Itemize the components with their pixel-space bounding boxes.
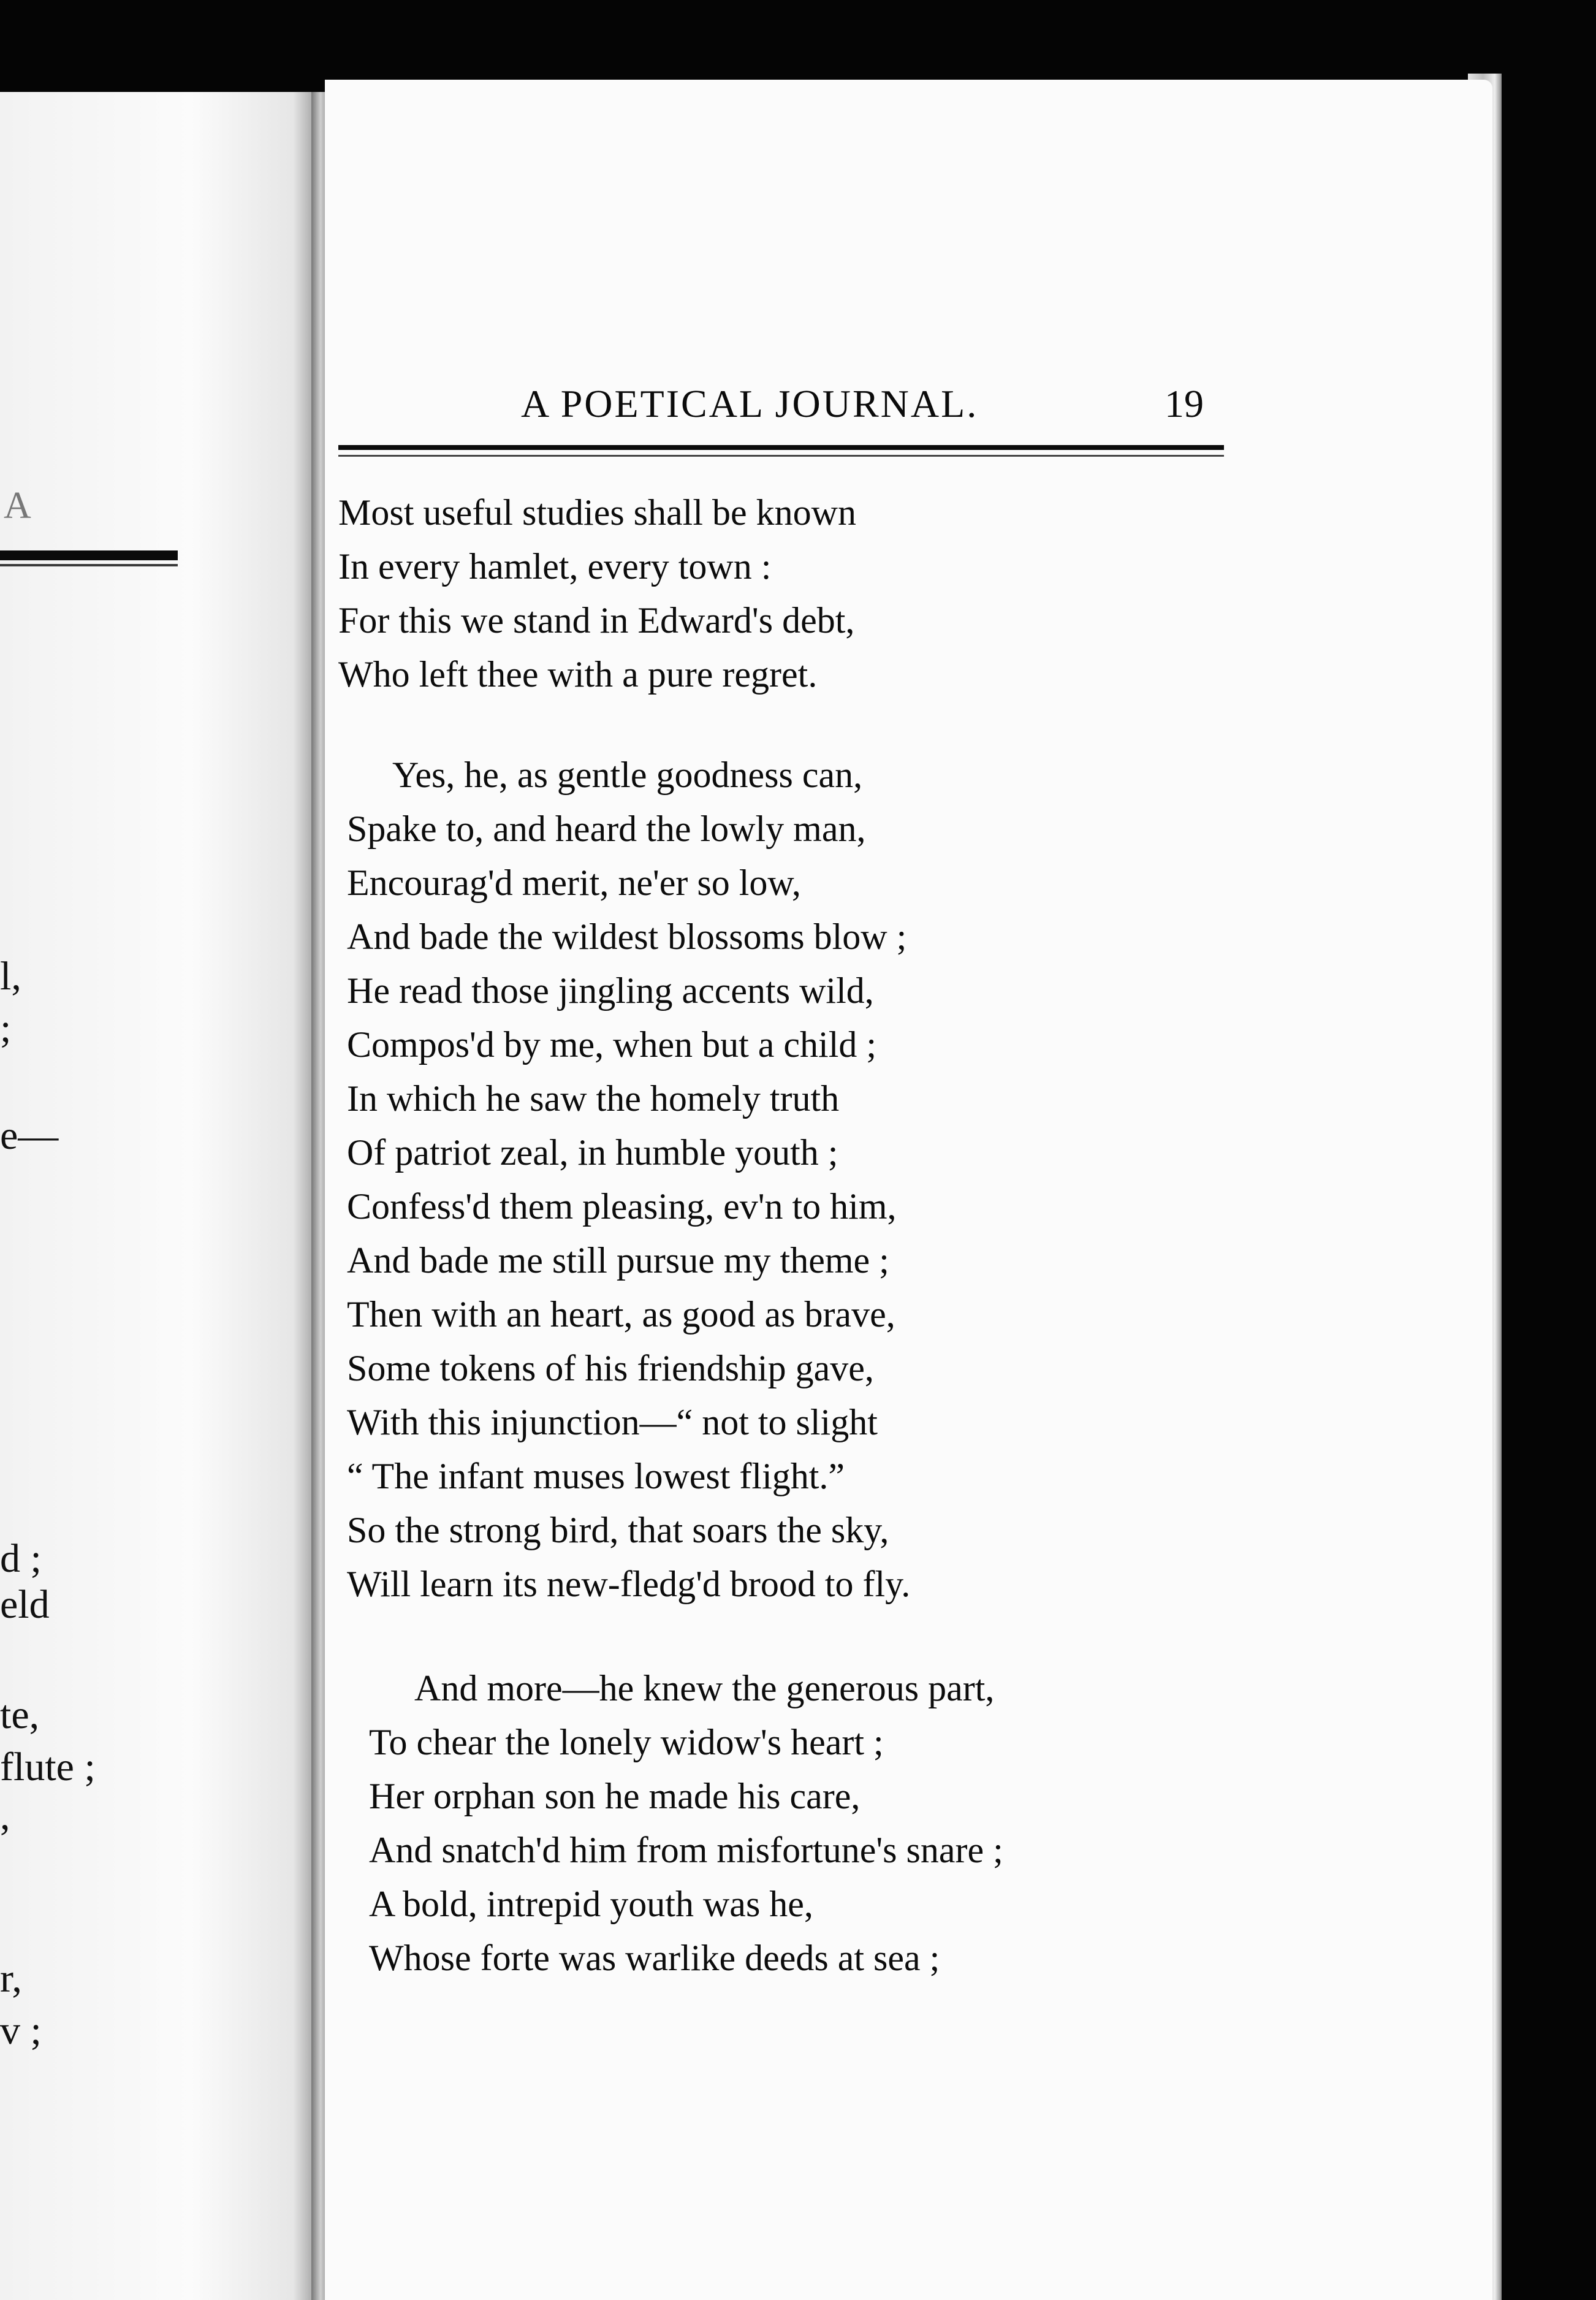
facing-line-ending: r, — [0, 1956, 22, 2001]
facing-line-ending: v ; — [0, 2008, 42, 2053]
facing-line-ending: ; — [0, 1006, 12, 1051]
verse-line: Spake to, and heard the lowly man, — [347, 809, 866, 849]
verse-line: With this injunction—“ not to slight — [347, 1402, 878, 1442]
header-rule — [338, 445, 1224, 450]
verse-line: So the strong bird, that soars the sky, — [347, 1510, 889, 1550]
running-head: A POETICAL JOURNAL. — [521, 382, 979, 425]
facing-line-ending: flute ; — [0, 1745, 96, 1789]
verse-line: For this we stand in Edward's debt, — [338, 600, 855, 641]
verse-line: A bold, intrepid youth was he, — [369, 1884, 813, 1924]
facing-page — [0, 92, 319, 2300]
verse-line: Encourag'd merit, ne'er so low, — [347, 862, 801, 903]
verse-line: Will learn its new-fledg'd brood to fly. — [347, 1564, 911, 1604]
main-page — [325, 80, 1492, 2300]
verse-line: Some tokens of his friendship gave, — [347, 1348, 874, 1388]
verse-line: Her orphan son he made his care, — [369, 1776, 861, 1816]
verse-line: Whose forte was warlike deeds at sea ; — [369, 1938, 940, 1978]
facing-page-rule — [0, 550, 178, 560]
verse-line: He read those jingling accents wild, — [347, 970, 874, 1011]
facing-line-ending: l, — [0, 954, 21, 999]
verse-line: “ The infant muses lowest flight.” — [347, 1456, 845, 1496]
verse-line: In every hamlet, every town : — [338, 546, 772, 587]
facing-line-ending: d ; — [0, 1536, 42, 1581]
verse-line: Yes, he, as gentle goodness can, — [392, 755, 863, 795]
facing-line-ending: eld — [0, 1582, 50, 1627]
verse-line: Confess'd them pleasing, ev'n to him, — [347, 1186, 897, 1227]
facing-line-ending: , — [0, 1794, 10, 1838]
page-number: 19 — [1165, 382, 1204, 425]
verse-line: And snatch'd him from misfortune's snare ; — [369, 1830, 1003, 1870]
verse-line: In which he saw the homely truth — [347, 1078, 840, 1119]
facing-line-ending: e— — [0, 1113, 59, 1158]
verse-line: Compos'd by me, when but a child ; — [347, 1024, 877, 1065]
facing-page-rule-thin — [0, 564, 178, 566]
verse-line: Then with an heart, as good as brave, — [347, 1294, 895, 1335]
facing-page-header-fragment: A — [4, 485, 31, 527]
verse-line: And more—he knew the generous part, — [414, 1668, 995, 1708]
facing-line-ending: te, — [0, 1693, 40, 1737]
header-rule-thin — [338, 455, 1224, 457]
verse-line: And bade me still pursue my theme ; — [347, 1240, 889, 1281]
verse-line: And bade the wildest blossoms blow ; — [347, 916, 907, 957]
verse-line: Of patriot zeal, in humble youth ; — [347, 1132, 838, 1173]
verse-line: To chear the lonely widow's heart ; — [369, 1722, 884, 1762]
verse-line: Who left thee with a pure regret. — [338, 654, 818, 695]
verse-line: Most useful studies shall be known — [338, 492, 856, 533]
